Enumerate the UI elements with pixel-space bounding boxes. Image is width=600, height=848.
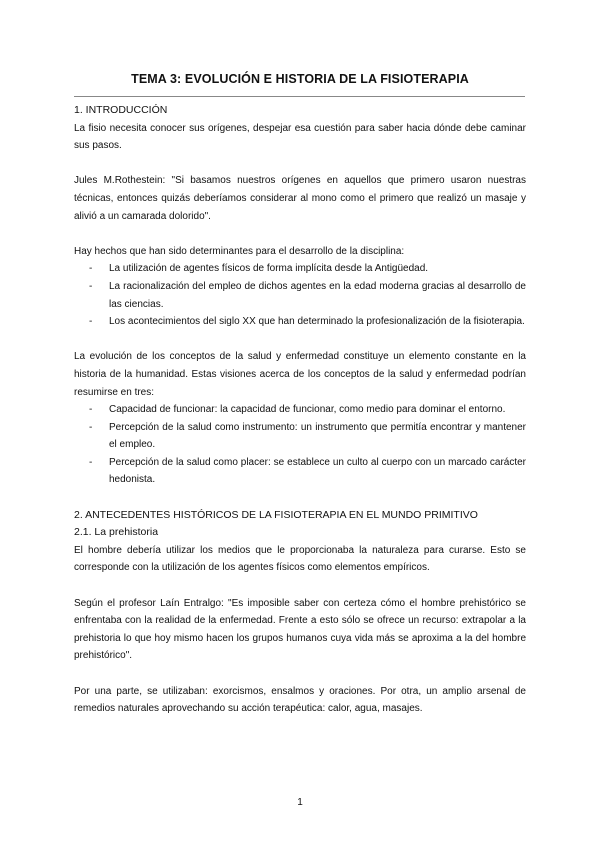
section-heading-introduccion: 1. INTRODUCCIÓN bbox=[74, 104, 168, 116]
dash-bullet: - bbox=[89, 421, 93, 433]
list-item: - Los acontecimientos del siglo XX que han determinado la profesionalización de la fisioterapia. bbox=[74, 313, 526, 331]
title-divider bbox=[74, 96, 525, 97]
document-title: TEMA 3: EVOLUCIÓN E HISTORIA DE LA FISIOTERAPIA bbox=[131, 72, 469, 86]
dash-bullet: - bbox=[89, 456, 93, 468]
dash-bullet: - bbox=[89, 263, 93, 275]
paragraph: La evolución de los conceptos de la salud y enfermedad constituye un elemento constante en la historia de la humanidad. Estas visiones acerca de los conceptos de la salud y enfermedad podrían resumirse en tres: bbox=[74, 351, 526, 398]
quote-paragraph: Según el profesor Laín Entralgo: "Es imposible saber con certeza cómo el hombre prehistórico se enfrentaba con la realidad de la enfermedad. Frente a esto sólo se ofrece un recurso: extrapolar a la prehistoria lo que hoy mismo hacen los grupos humanos cuya vida más se aproxima a la del hombre prehistórico". bbox=[74, 597, 526, 662]
list-item: - La racionalización del empleo de dichos agentes en la edad moderna gracias al desarrollo de las ciencias. bbox=[74, 278, 526, 313]
paragraph: El hombre debería utilizar los medios que le proporcionaba la naturaleza para curarse. Esto se corresponde con la utilización de los agentes físicos como elementos empíricos. bbox=[74, 544, 526, 574]
health-concepts-list bbox=[74, 401, 526, 489]
determinant-facts-list bbox=[74, 260, 526, 330]
list-item: - Percepción de la salud como instrumento: un instrumento que permitía encontrar y mantener el empleo. bbox=[74, 419, 526, 454]
page-number: 1 bbox=[297, 797, 303, 808]
quote-paragraph: Jules M.Rothestein: "Si basamos nuestros orígenes en aquellos que primero usaron nuestras técnicas, entonces quizás deberíamos considerar al mono como el primero que realizó un masaje y alivió a un camarada dolorido". bbox=[74, 175, 526, 222]
list-item: - La utilización de agentes físicos de forma implícita desde la Antigüedad. bbox=[74, 260, 526, 278]
section-heading-antecedentes: 2. ANTECEDENTES HISTÓRICOS DE LA FISIOTERAPIA EN EL MUNDO PRIMITIVO bbox=[74, 508, 478, 521]
paragraph: La fisio necesita conocer sus orígenes, despejar esa cuestión para saber hacia dónde debe caminar sus pasos. bbox=[74, 122, 526, 152]
list-intro: Hay hechos que han sido determinantes para el desarrollo de la disciplina: bbox=[74, 245, 405, 257]
dash-bullet: - bbox=[89, 404, 93, 416]
dash-bullet: - bbox=[89, 280, 93, 292]
subsection-heading-prehistoria: 2.1. La prehistoria bbox=[74, 526, 159, 539]
dash-bullet: - bbox=[89, 316, 93, 328]
list-item: - Capacidad de funcionar: la capacidad de funcionar, como medio para dominar el entorno. bbox=[74, 401, 526, 419]
list-item: - Percepción de la salud como placer: se establece un culto al cuerpo con un marcado carácter hedonista. bbox=[74, 454, 526, 489]
document-body bbox=[74, 102, 526, 718]
paragraph: Por una parte, se utilizaban: exorcismos, ensalmos y oraciones. Por otra, un amplio arsenal de remedios naturales aprovechando su acción terapéutica: calor, agua, masajes. bbox=[74, 685, 526, 715]
